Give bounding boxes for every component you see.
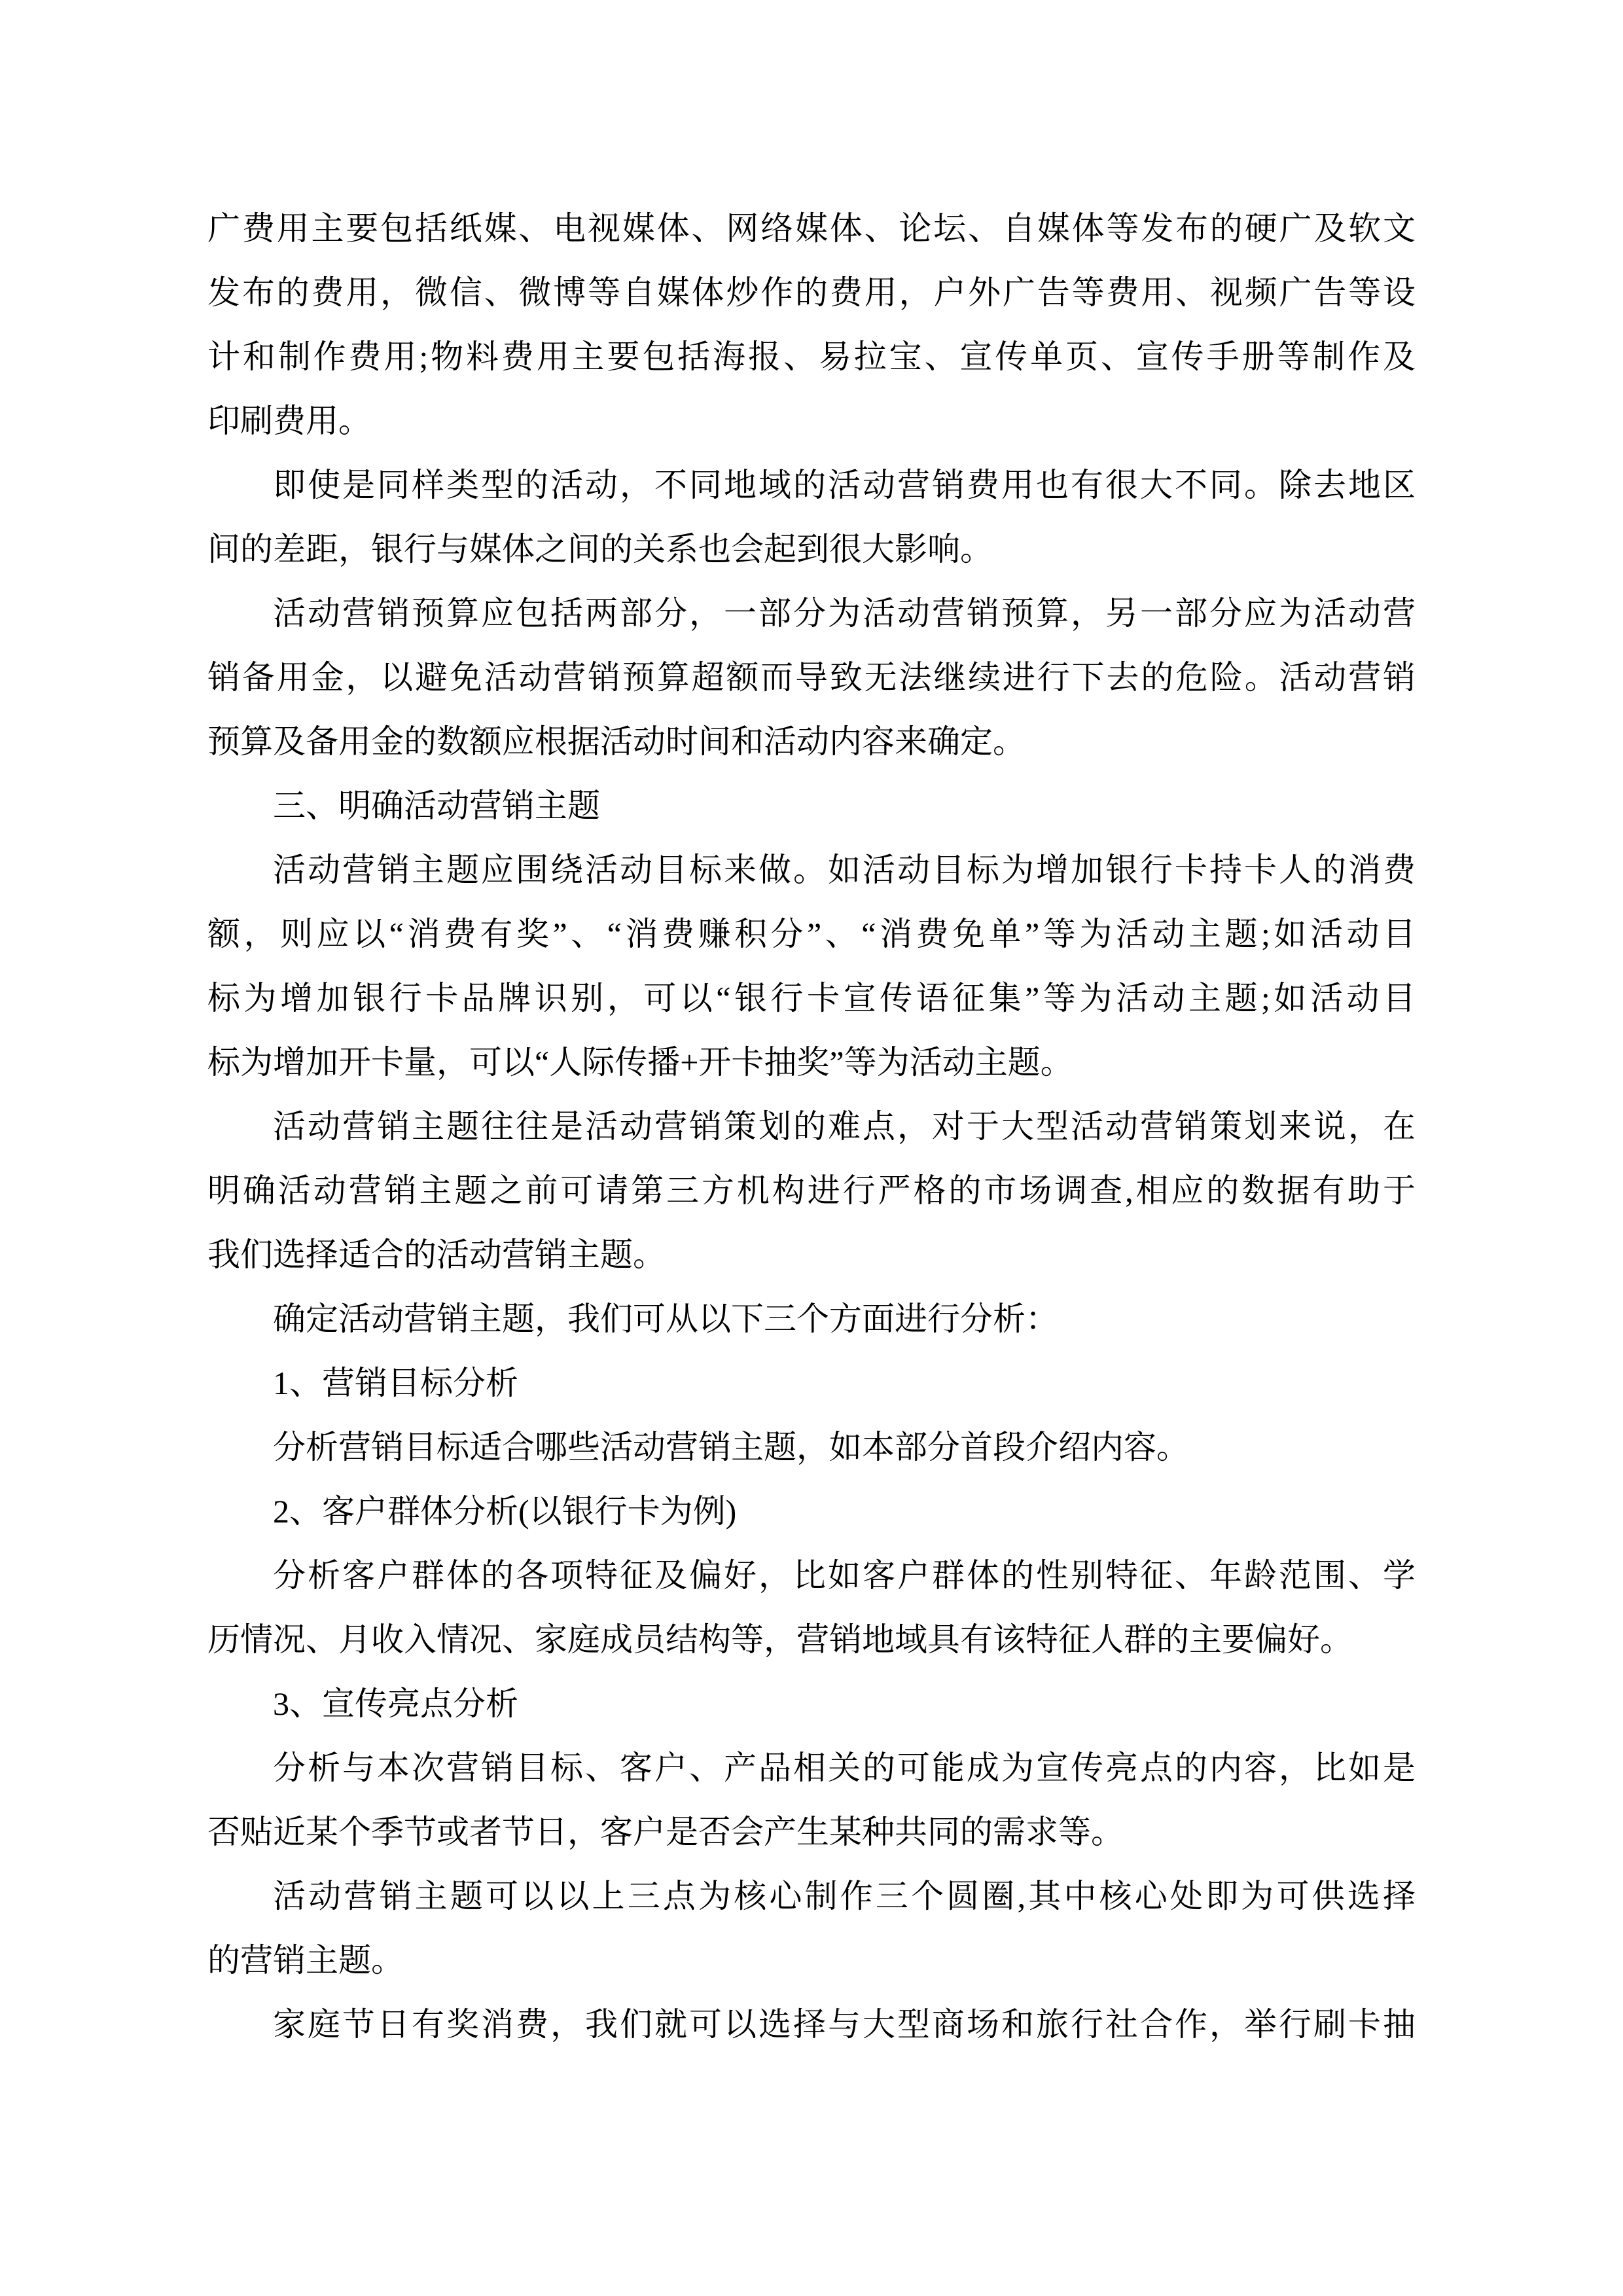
text-line: 3、宣传亮点分析 (273, 1685, 518, 1722)
text-line: 分析营销目标适合哪些活动营销主题，如本部分首段介绍内容。 (273, 1429, 1189, 1465)
text-line: 1、营销目标分析 (273, 1365, 518, 1401)
text-line: 家庭节日有奖消费，我们就可以选择与大型商场和旅行社合作，举行刷卡抽 (273, 2006, 1416, 2043)
text-line: 即使是同样类型的活动，不同地域的活动营销费用也有很大不同。除去地区 (273, 467, 1416, 503)
text-line: 活动营销主题应围绕活动目标来做。如活动目标为增加银行卡持卡人的消费 (273, 852, 1416, 888)
text-line: 额，则应以“消费有奖”、“消费赚积分”、“消费免单”等为活动主题;如活动目 (207, 916, 1416, 952)
text-line: 活动营销主题可以以上三点为核心制作三个圆圈,其中核心处即为可供选择 (273, 1878, 1416, 1914)
document-body (207, 196, 1416, 2056)
text-line: 计和制作费用;物料费用主要包括海报、易拉宝、宣传单页、宣传手册等制作及 (207, 338, 1416, 375)
text-line: 明确活动营销主题之前可请第三方机构进行严格的市场调查,相应的数据有助于 (207, 1172, 1416, 1209)
text-line: 的营销主题。 (207, 1942, 404, 1979)
text-line: 我们选择适合的活动营销主题。 (207, 1236, 666, 1273)
text-line: 活动营销预算应包括两部分，一部分为活动营销预算，另一部分应为活动营 (273, 595, 1416, 632)
text-line: 间的差距，银行与媒体之间的关系也会起到很大影响。 (207, 531, 993, 567)
text-line: 分析客户群体的各项特征及偏好，比如客户群体的性别特征、年龄范围、学 (273, 1557, 1416, 1594)
text-line: 标为增加银行卡品牌识别，可以“银行卡宣传语征集”等为活动主题;如活动目 (207, 980, 1416, 1016)
text-line: 活动营销主题往往是活动营销策划的难点，对于大型活动营销策划来说，在 (273, 1108, 1416, 1145)
text-line: 广费用主要包括纸媒、电视媒体、网络媒体、论坛、自媒体等发布的硬广及软文 (207, 210, 1416, 247)
text-line: 2、客户群体分析(以银行卡为例) (273, 1493, 737, 1530)
text-line: 历情况、月收入情况、家庭成员结构等，营销地域具有该特征人群的主要偏好。 (207, 1621, 1353, 1658)
text-line: 三、明确活动营销主题 (273, 787, 600, 824)
text-line: 印刷费用。 (207, 403, 371, 439)
text-line: 发布的费用，微信、微博等自媒体炒作的费用，户外广告等费用、视频广告等设 (207, 274, 1416, 311)
text-line: 销备用金，以避免活动营销预算超额而导致无法继续进行下去的危险。活动营销 (207, 659, 1416, 696)
text-line: 否贴近某个季节或者节日，客户是否会产生某种共同的需求等。 (207, 1814, 1124, 1850)
text-line: 确定活动营销主题，我们可从以下三个方面进行分析： (273, 1300, 1058, 1337)
text-line: 标为增加开卡量，可以“人际传播+开卡抽奖”等为活动主题。 (207, 1044, 1073, 1081)
text-line: 分析与本次营销目标、客户、产品相关的可能成为宣传亮点的内容，比如是 (273, 1749, 1416, 1786)
text-line: 预算及备用金的数额应根据活动时间和活动内容来确定。 (207, 723, 1026, 760)
